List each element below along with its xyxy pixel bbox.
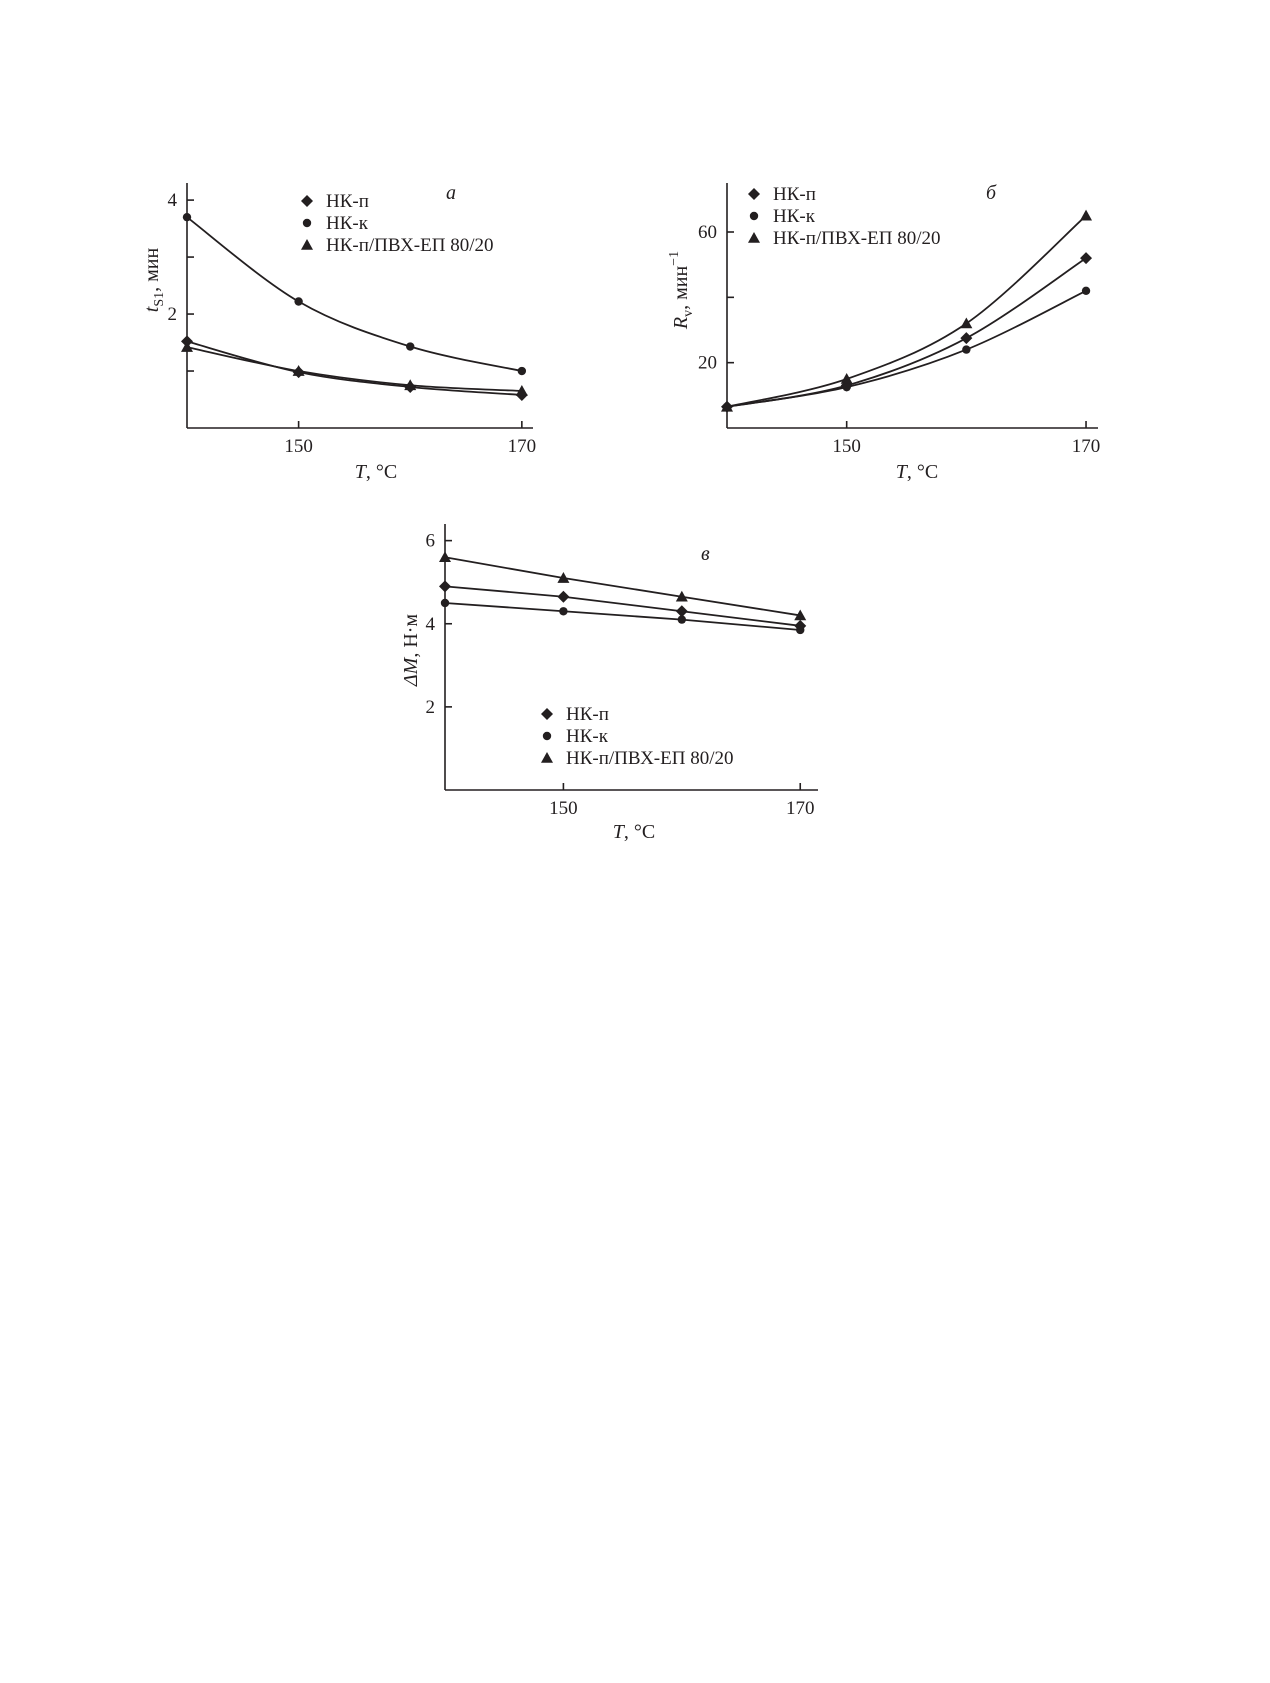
y-axis-label-unit: , мин bbox=[141, 247, 163, 292]
y-tick-label: 20 bbox=[698, 352, 717, 374]
series-line-triangle bbox=[187, 347, 522, 391]
legend-marker-triangle bbox=[748, 232, 760, 243]
legend-marker-triangle bbox=[541, 752, 553, 763]
data-point-diamond bbox=[439, 580, 451, 592]
x-tick-label: 150 bbox=[284, 436, 313, 457]
legend-label: НК-к bbox=[773, 206, 815, 227]
x-axis-label-var: T bbox=[612, 821, 624, 843]
x-axis-label-unit: , °C bbox=[906, 461, 939, 483]
data-point-diamond bbox=[1080, 252, 1092, 264]
x-axis-label-var: T bbox=[354, 461, 366, 483]
y-axis-label bbox=[141, 247, 167, 312]
y-tick-label: 4 bbox=[167, 190, 177, 212]
legend-marker-diamond bbox=[301, 195, 313, 207]
legend-label: НК-п/ПВХ-ЕП 80/20 bbox=[566, 748, 734, 769]
y-axis-label-unit: , мин bbox=[670, 265, 692, 310]
x-tick-label: 170 bbox=[1071, 436, 1101, 457]
data-point-triangle bbox=[1080, 210, 1092, 221]
x-tick-label: 170 bbox=[785, 798, 815, 819]
series-line-diamond bbox=[727, 258, 1086, 407]
y-tick-label: 4 bbox=[425, 613, 435, 635]
y-tick-label: 6 bbox=[425, 530, 435, 552]
data-point-circle bbox=[183, 213, 191, 221]
legend-label: НК-к bbox=[566, 726, 608, 747]
x-axis-label bbox=[613, 821, 655, 843]
x-tick-label: 170 bbox=[507, 436, 537, 457]
x-axis-label-unit: , °C bbox=[623, 821, 656, 843]
data-point-circle bbox=[1082, 287, 1090, 295]
data-point-circle bbox=[559, 607, 567, 615]
legend-marker-circle bbox=[750, 212, 758, 220]
y-axis-label-var: ΔM bbox=[400, 657, 422, 687]
legend-marker-triangle bbox=[301, 239, 313, 250]
chart-b-rv bbox=[667, 182, 1100, 483]
y-axis-label-var: R bbox=[670, 316, 692, 330]
data-point-circle bbox=[441, 599, 449, 607]
data-point-diamond bbox=[960, 332, 972, 344]
legend-marker-circle bbox=[303, 219, 311, 227]
x-axis-label-var: T bbox=[895, 461, 907, 483]
legend-marker-diamond bbox=[541, 708, 553, 720]
y-tick-label: 2 bbox=[167, 304, 177, 326]
legend-label: НК-к bbox=[326, 213, 368, 234]
legend-marker-circle bbox=[543, 732, 551, 740]
data-point-circle bbox=[962, 345, 970, 353]
data-point-triangle bbox=[439, 551, 451, 562]
y-axis-label-superscript: −1 bbox=[667, 250, 682, 266]
data-point-circle bbox=[678, 615, 686, 623]
data-point-triangle bbox=[960, 317, 972, 328]
series-line-diamond bbox=[187, 341, 522, 395]
y-axis-label bbox=[400, 614, 422, 688]
data-point-diamond bbox=[557, 591, 569, 603]
legend-label: НК-п bbox=[773, 184, 816, 205]
data-point-circle bbox=[842, 383, 850, 391]
y-axis-label bbox=[667, 251, 696, 330]
x-tick-label: 150 bbox=[549, 798, 578, 819]
y-axis-label-var: t bbox=[141, 306, 163, 313]
y-axis-label-subscript: S1 bbox=[152, 291, 167, 307]
y-axis-label-unit: , Н·м bbox=[400, 613, 422, 658]
data-point-circle bbox=[294, 297, 302, 305]
y-tick-label: 60 bbox=[698, 222, 717, 243]
chart-a-ts1 bbox=[141, 182, 536, 483]
legend-label: НК-п bbox=[326, 191, 369, 212]
legend-label: НК-п/ПВХ-ЕП 80/20 bbox=[326, 235, 494, 256]
data-point-circle bbox=[406, 342, 414, 350]
x-axis-label bbox=[896, 461, 938, 483]
data-point-circle bbox=[796, 626, 804, 634]
y-axis-label-subscript: v bbox=[681, 309, 696, 317]
y-tick-label: 2 bbox=[425, 696, 435, 718]
series-line-circle bbox=[727, 291, 1086, 407]
panel-label: б bbox=[986, 182, 997, 204]
chart-v-delta-m bbox=[400, 524, 818, 843]
legend-label: НК-п/ПВХ-ЕП 80/20 bbox=[773, 228, 941, 249]
legend-marker-diamond bbox=[748, 188, 760, 200]
legend-label: НК-п bbox=[566, 704, 609, 725]
x-axis-label-unit: , °C bbox=[365, 461, 398, 483]
data-point-circle bbox=[518, 367, 526, 375]
panel-label: а bbox=[446, 182, 456, 204]
x-tick-label: 150 bbox=[832, 436, 861, 457]
panel-label: в bbox=[701, 543, 710, 565]
x-axis-label bbox=[355, 461, 397, 483]
